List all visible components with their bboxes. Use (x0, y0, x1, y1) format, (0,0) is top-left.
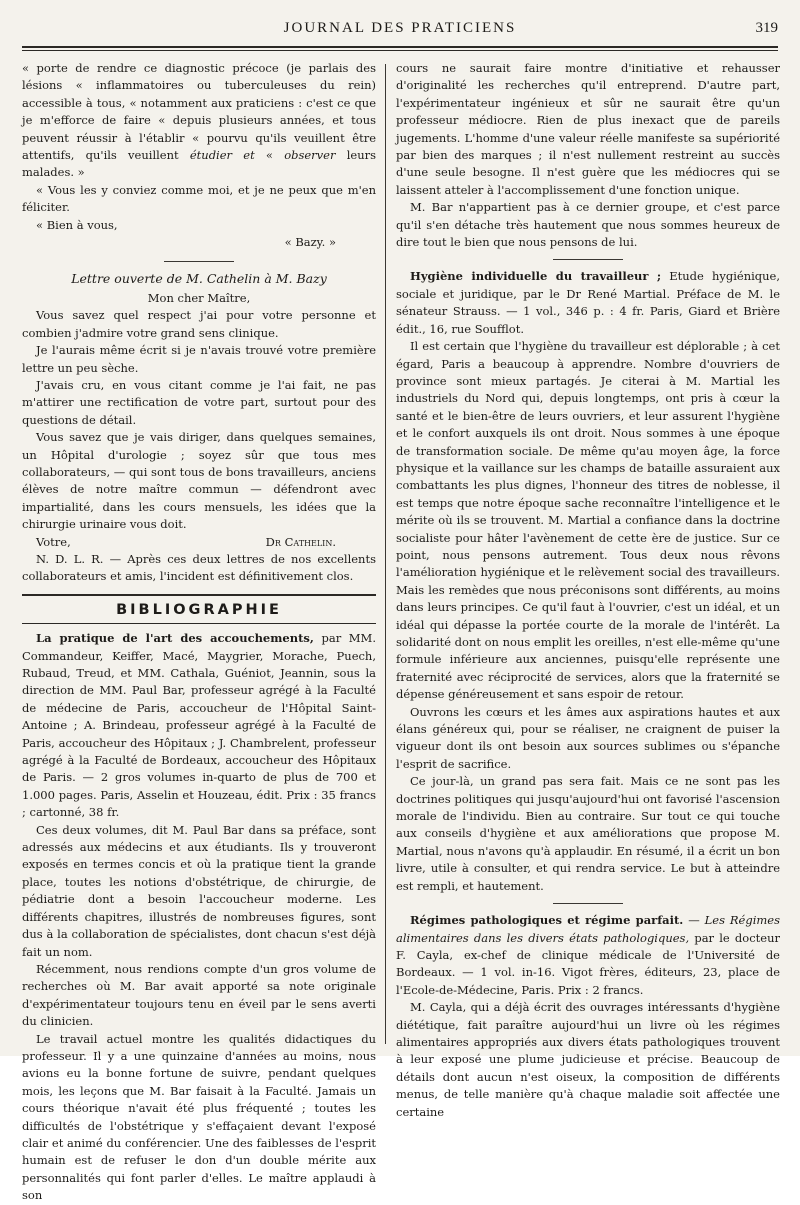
entry-separator (553, 903, 623, 904)
right-column (396, 60, 781, 1119)
running-header (22, 10, 778, 50)
entry-details: Etude hygiénique, sociale et juridique, par le Dr René Martial. Préface de M. le sénateur Strauss. — 1 vol., 346 p. : 4 fr. Paris, Giard et Brière édit., 16, rue Soufflot. (396, 269, 781, 336)
entry-subtitle: Les Régimes alimentaires dans les divers états pathologiques, (396, 913, 780, 945)
quote-paragraph (22, 60, 376, 182)
quote-line: « depuis plusieurs années, et tous peuvent réussir à l'établir (22, 113, 376, 145)
entry-details: par le docteur F. Cayla, ex-chef de clinique médicale de l'Université de Bordeaux. — 1 vol. in-16. Vigot frères, éditeurs, 23, place de l'Ecole-de-Médecine, Paris. Prix : 2 francs. (396, 930, 780, 997)
entry-separator (553, 259, 623, 260)
entry-title: La pratique de l'art des accouchements, (36, 631, 314, 646)
editor-note: N. D. L. R. — Après ces deux lettres de nos excellents collaborateurs et amis, l'incident est définitivement clos. (22, 551, 376, 584)
review-paragraph: Ces deux volumes, dit M. Paul Bar dans sa préface, sont adressés aux médecins et aux étudiants. Ils y trouveront exposés en termes concis et où la pratique tient la grande place, toutes les notions d'obstétrique, de chirurgie, de pédiatrie dont a besoin l'accoucheur moderne. Les différents chapitres, illustrés de nombreuses figures, sont dus à la collaboration de spécialistes, dont chacun s'est déjà fait un nom. (22, 822, 376, 959)
journal-title: JOURNAL DES PRATICIENS (283, 20, 517, 36)
quote-emphasis: observer (284, 148, 336, 163)
letter-signature: Dr Cathelin. (265, 534, 336, 549)
bibliography-entry (396, 268, 780, 338)
quote-closing: « Bien à vous, (36, 217, 118, 232)
review-paragraph: Ouvrons les cœurs et les âmes aux aspirations hautes et aux élans généreux qui, pour se réaliser, ne craignent de puiser la vigueur dont ils ont besoin aux sources sublimes ou s'épanche l'esprit de sacrifice. (396, 704, 780, 771)
letter-closing: Votre, (36, 534, 71, 549)
letter-paragraph: Vous savez quel respect j'ai pour votre personne et combien j'admire votre grand sens clinique. (22, 308, 376, 340)
quote-line: leurs malades. » (22, 148, 376, 180)
heading-rule (22, 594, 376, 596)
quote-line: « notamment aux praticiens : c'est ce que je m'efforce de faire (22, 95, 377, 128)
review-paragraph: Récemment, nous rendions compte d'un gros volume de recherches où M. Bar avait apporté sa note originale d'expérimentateur toujours tenu en éveil par le sens averti du clinicien. (22, 961, 376, 1029)
quote-emphasis: étudier et (189, 148, 255, 163)
page-number: 319 (755, 20, 778, 36)
review-paragraph: M. Cayla, qui a déjà écrit des ouvrages intéressants d'hygiène diététique, fait paraître aujourd'hui un livre où les régimes alimentaires appropriés aux divers états pathologiques trouvent à leur exposé une plume judicieuse et précise. Beaucoup de détails dont aucun n'est oiseux, la composition de différents menus, de telle manière qu'à chaque maladie soit affectée une certaine (396, 1000, 780, 1119)
quote-line: « inflammatoires ou tuberculeuses du rein) accessible à tous, (22, 78, 376, 110)
review-paragraph: cours ne saurait faire montre d'initiative et rehausser d'originalité les recherches qu'il entreprend. D'autre part, l'expérimentateur ingénieux et sûr ne saurait être qu'un professeur médiocre. Rien de plus inexact que de pareils jugements. L'homme d'une valeur réelle manifeste sa supériorité par bien des marques ; il n'est nullement restreint au succès d'une seule besogne. Il n'est guère que les médiocres qui se laissent atteler à l'accomplissement d'une fonction unique. (396, 61, 780, 197)
review-paragraph: Ce jour-là, un grand pas sera fait. Mais ce ne sont pas les doctrines politiques qui jusqu'aujourd'hui ont favorisé l'ascension morale de l'individu. Bien au contraire. Sur tout ce qui touche aux conseils d'hygiène et aux améliorations que propose M. Martial, nous n'avons qu'à applaudir. En résumé, il a écrit un bon livre, utile à consulter, et qui rendra service. Le but à atteindre est rempli, et hautement. (396, 774, 780, 893)
letter-salutation: Mon cher Maître, (147, 290, 251, 305)
quote-line: « pourvu qu'ils veuillent être attentifs, qu'ils veuillent (22, 130, 377, 163)
quote-line: « (265, 148, 285, 163)
review-paragraph: Il est certain que l'hygiène du travailleur est déplorable ; à cet égard, Paris a beaucoup à apprendre. Nombre d'ouvriers de province sont mieux partagés. Je citerai à M. Martial les industriels du Nord qui, depuis longtemps, ont pris à cœur la santé et le bien-être de leurs ouvriers, et leur assurent l'hygiène et le confort auxquels ils ont droit. Nous sommes à une époque de transformation sociale. De même qu'au moyen âge, la force physique et la vaillance sur les champs de bataille assuraient aux combattants les plus dignes, l'honneur des titres de noblesse, il est temps que notre époque sache reconnaître l'intelligence et le mérite où ils se trouvent. M. Martial a confiance dans la doctrine socialiste pour hâter l'avènement de cette ère de justice. Sur ce point, nous pensons autrement. Tous deux nous rêvons l'amélioration hygiénique et le relèvement social des travailleurs. Mais les remèdes que nous préconisons sont différents, au moins dans leurs principes. Ce qu'il faut à l'ouvrier, c'est un idéal, et un idéal qui dépasse la portée courte de la morale de l'intérêt. La solidarité dont on nous emplit les oreilles, n'est elle-même qu'une formule inférieure aux anciennes, puisqu'elle représente une fraternité avec réciprocité de services, alors que la fraternité se dépense généreusement et sans espoir de retour. (396, 339, 780, 702)
review-paragraph: M. Bar n'appartient pas à ce dernier groupe, et c'est parce qu'il s'en détache très hautement que nous sommes heureux de dire tout le bien que nous pensons de lui. (396, 200, 780, 250)
entry-dash: — (683, 913, 705, 928)
letter-paragraph: J'avais cru, en vous citant comme je l'ai fait, ne pas m'attirer une rectification de votre part, surtout pour des questions de détail. (22, 377, 376, 427)
bibliography-heading: BIBLIOGRAPHIE (116, 601, 282, 618)
letter-closing-line (22, 534, 376, 551)
heading-rule (22, 623, 376, 624)
entry-title: Régimes pathologiques et régime parfait. (410, 913, 684, 928)
left-column (22, 60, 377, 1203)
letter-paragraph: Vous savez que je vais diriger, dans quelques semaines, un Hôpital d'urologie ; soyez sûr que tous mes collaborateurs, — qui sont tous de bons travailleurs, anciens élèves de notre maître commun — défendront avec impartialité, dans les cours mensuels, les idées que la chirurgie urinaire vous doit. (22, 430, 376, 532)
column-divider (385, 64, 386, 1044)
header-rule (22, 46, 778, 48)
header-rule-thin (22, 50, 778, 51)
letter-paragraph: Je l'aurais même écrit si je n'avais trouvé votre première lettre un peu sèche. (22, 343, 376, 375)
quote-line: « porte de rendre ce diagnostic précoce (je parlais des lésions (22, 61, 376, 93)
review-paragraph: Le travail actuel montre les qualités didactiques du professeur. Il y a une quinzaine d'années au moins, nous avions eu la bonne fortune de suivre, pendant quelques mois, les leçons que M. Bar faisait à la Faculté. Jamais un cours théorique n'avait été plus fréquenté ; toutes les difficultés de l'obstétrique y s'effaçaient devant l'exposé clair et animé du conférencier. Une des faiblesses de l'esprit humain est de refuser le don d'un double mérite aux personnalités qui font parler d'elles. Le maître applaudi à son (22, 1031, 376, 1203)
quote-signature: « Bazy. » (284, 235, 336, 250)
letter-title: Lettre ouverte de M. Cathelin à M. Bazy (22, 261, 376, 287)
quote-paragraph-2: « Vous les y conviez comme moi, et je ne peux que m'en féliciter. (22, 182, 376, 215)
bibliography-heading-block (22, 594, 376, 624)
entry-details: par MM. Commandeur, Keiffer, Macé, Maygrier, Morache, Puech, Rubaud, Treud, et MM. Cathala, Guéniot, Jeannin, sous la direction de MM. Paul Bar, professeur agrégé à la Faculté de médecine de Paris, accoucheur de l'Hôpital Saint-Antoine ; A. Brindeau, professeur agrégé à la Faculté de Paris, accoucheur des Hôpitaux ; J. Chambrelent, professeur agrégé à la Faculté de Bordeaux, accoucheur des Hôpitaux de Paris. — 2 gros volumes in-quarto de plus de 700 et 1.000 pages. Paris, Asselin et Houzeau, édit. Prix : 35 francs ; cartonné, 38 fr. (22, 631, 376, 820)
entry-title: Hygiène individuelle du travailleur ; (410, 269, 662, 284)
bibliography-entry (396, 912, 780, 999)
bibliography-entry (22, 630, 376, 821)
